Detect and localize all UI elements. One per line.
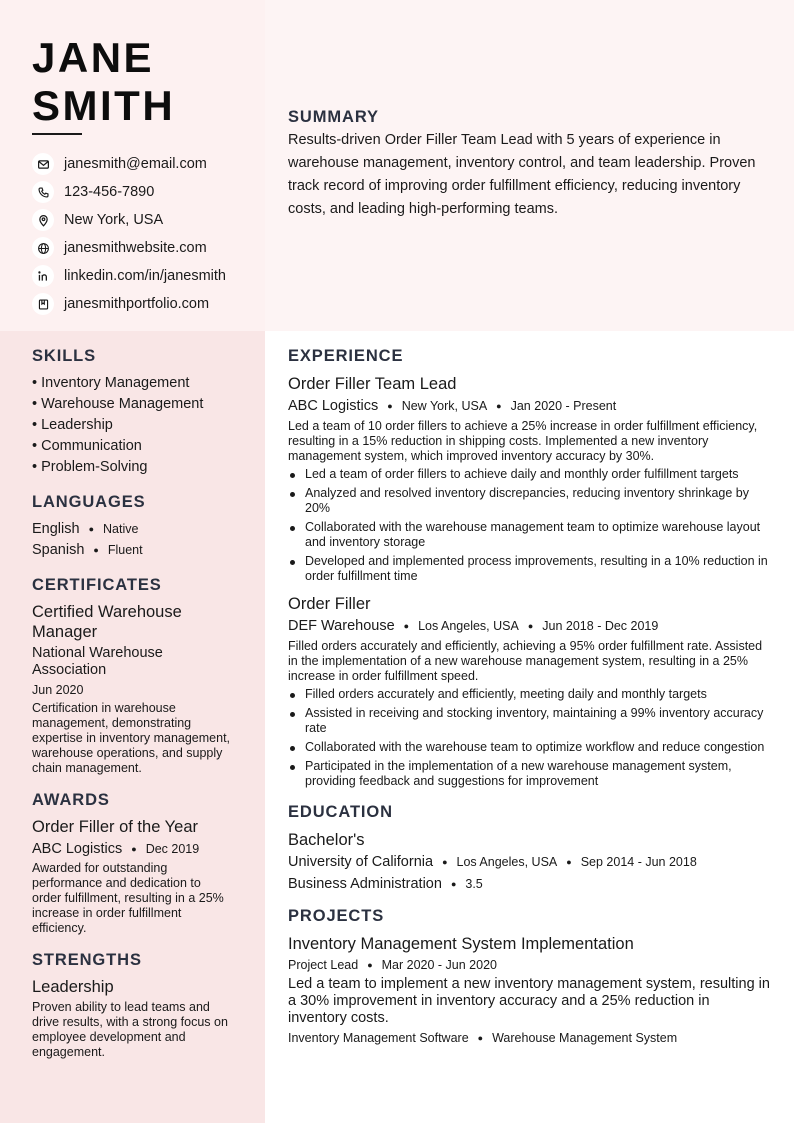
job-company: DEF Warehouse — [288, 618, 395, 634]
skill-item: • Problem-Solving — [32, 459, 148, 475]
project-tag: Inventory Management Software — [288, 1031, 469, 1045]
skill-item: • Warehouse Management — [32, 396, 204, 412]
project-name: Inventory Management System Implementation — [288, 935, 634, 953]
certificate-description: Certification in warehouse management, demonstrating expertise in inventory management, warehouse operations, and supply chain management. — [32, 701, 231, 775]
skills-section — [32, 347, 232, 478]
name-divider — [32, 133, 82, 135]
award-issuer: ABC Logistics — [32, 841, 123, 857]
phone-icon — [32, 181, 54, 203]
summary-section — [288, 108, 768, 221]
job-title: Order Filler — [288, 595, 371, 613]
awards-section — [32, 791, 232, 936]
contact-email[interactable] — [32, 150, 226, 178]
contact-location — [32, 206, 226, 234]
job-entry — [288, 594, 772, 789]
separator-dot: ● — [387, 401, 393, 411]
separator-dot: ● — [496, 401, 502, 411]
mail-icon — [32, 153, 54, 175]
job-bullet: Collaborated with the warehouse team to optimize workflow and reduce congestion — [288, 740, 772, 755]
experience-heading: EXPERIENCE — [288, 347, 404, 365]
language-item — [32, 540, 232, 561]
right-column — [288, 347, 772, 1060]
job-bullet: Filled orders accurately and efficiently, meeting daily and monthly targets — [288, 687, 772, 702]
contact-list — [32, 150, 226, 318]
name-line-last: SMITH — [32, 82, 176, 129]
skill-item: • Communication — [32, 438, 142, 454]
job-location: Los Angeles, USA — [418, 619, 519, 633]
separator-dot: ● — [93, 545, 99, 555]
strengths-heading: STRENGTHS — [32, 951, 142, 969]
projects-heading: PROJECTS — [288, 907, 385, 925]
job-bullets — [288, 467, 772, 584]
globe-icon — [32, 237, 54, 259]
education-meta — [288, 853, 772, 871]
job-bullet: Collaborated with the warehouse management team to optimize warehouse layout and inventory storage — [288, 520, 772, 550]
name-line-first: JANE — [32, 34, 155, 81]
portfolio-icon — [32, 293, 54, 315]
job-dates: Jun 2018 - Dec 2019 — [542, 619, 659, 633]
certificates-heading: CERTIFICATES — [32, 576, 162, 594]
education-dates: Sep 2014 - Jun 2018 — [580, 855, 697, 869]
language-level: Fluent — [107, 543, 143, 557]
projects-section — [288, 907, 772, 1046]
education-degree: Bachelor's — [288, 831, 365, 849]
separator-dot: ● — [566, 857, 572, 867]
contact-phone[interactable] — [32, 178, 226, 206]
job-meta — [288, 617, 772, 635]
job-bullet: Led a team of order fillers to achieve daily and monthly order fulfillment targets — [288, 467, 772, 482]
contact-linkedin[interactable] — [32, 262, 226, 290]
certificates-section — [32, 576, 232, 776]
project-description: Led a team to implement a new inventory management system, resulting in a 30% improvement in inventory accuracy and a 25% reduction in inventory costs. — [288, 976, 770, 1026]
separator-dot: ● — [450, 879, 457, 889]
contact-email-text: janesmith@email.com — [64, 156, 207, 172]
job-bullets — [288, 687, 772, 789]
award-meta — [32, 840, 232, 858]
education-heading: EDUCATION — [288, 803, 393, 821]
job-bullet: Developed and implemented process improvements, resulting in a 10% reduction in order fulfillment time — [288, 554, 772, 584]
contact-linkedin-text: linkedin.com/in/janesmith — [64, 268, 226, 284]
education-gpa: 3.5 — [465, 877, 483, 891]
language-item — [32, 519, 232, 540]
language-name: English — [32, 521, 80, 537]
award-description: Awarded for outstanding performance and dedication to order fulfillment, resulting in a 25% increase in order fulfillment efficiency. — [32, 861, 224, 935]
job-location: New York, USA — [401, 399, 488, 413]
contact-portfolio-text: janesmithportfolio.com — [64, 296, 210, 312]
strength-name: Leadership — [32, 978, 114, 996]
language-level: Native — [103, 522, 139, 536]
job-entry — [288, 374, 772, 584]
languages-heading: LANGUAGES — [32, 493, 146, 511]
job-meta — [288, 397, 772, 415]
education-school: University of California — [288, 854, 434, 870]
awards-heading: AWARDS — [32, 791, 110, 809]
job-bullet: Analyzed and resolved inventory discrepancies, reducing inventory shrinkage by 20% — [288, 486, 772, 516]
separator-dot: ● — [442, 857, 448, 867]
project-role: Project Lead — [288, 958, 359, 972]
separator-dot: ● — [88, 524, 94, 534]
summary-heading: SUMMARY — [288, 108, 379, 126]
project-dates: Mar 2020 - Jun 2020 — [381, 958, 497, 972]
job-dates: Jan 2020 - Present — [510, 399, 617, 413]
education-location: Los Angeles, USA — [456, 855, 558, 869]
skills-heading: SKILLS — [32, 347, 97, 365]
job-title: Order Filler Team Lead — [288, 375, 457, 393]
award-name: Order Filler of the Year — [32, 818, 198, 836]
certificate-issuer: National Warehouse Association — [32, 645, 163, 678]
strength-description: Proven ability to lead teams and drive results, with a strong focus on employee development and engagement. — [32, 1000, 228, 1059]
summary-text: Results-driven Order Filler Team Lead with 5 years of experience in warehouse management, inventory control, and team leadership. Proven track record of improving order fulfillment efficiency, reducing inventory costs, and leading high-performing teams. — [288, 132, 756, 217]
job-bullet: Assisted in receiving and stocking inventory, maintaining a 99% inventory accuracy rate — [288, 706, 772, 736]
job-description: Filled orders accurately and efficiently, achieving a 95% order fulfillment rate. Assisted in the implementation of a new warehouse management system, resulting in a 25% increase in order fulfillment speed. — [288, 639, 763, 683]
left-column — [32, 347, 232, 1075]
separator-dot: ● — [131, 844, 137, 854]
contact-portfolio[interactable] — [32, 290, 226, 318]
award-date: Dec 2019 — [145, 842, 200, 856]
separator-dot: ● — [477, 1033, 484, 1043]
job-description: Led a team of 10 order fillers to achieve a 25% increase in order fulfillment efficiency, resulting in a 15% reduction in shipping costs. Implemented a new inventory management system, which improved inventory accuracy by 30%. — [288, 419, 758, 463]
contact-location-text: New York, USA — [64, 212, 164, 228]
education-section — [288, 803, 772, 893]
languages-section — [32, 493, 232, 561]
job-company: ABC Logistics — [288, 398, 379, 414]
project-meta — [288, 957, 772, 973]
skill-item: • Inventory Management — [32, 375, 190, 391]
job-bullet: Participated in the implementation of a new warehouse management system, providing feedback and suggestions for improvement — [288, 759, 772, 789]
contact-phone-text: 123-456-7890 — [64, 184, 155, 200]
project-tags — [288, 1030, 772, 1046]
contact-website-text: janesmithwebsite.com — [64, 240, 207, 256]
project-tag: Warehouse Management System — [492, 1031, 678, 1045]
education-field: Business Administration — [288, 876, 442, 892]
skill-item: • Leadership — [32, 417, 113, 433]
contact-website[interactable] — [32, 234, 226, 262]
experience-section — [288, 347, 772, 789]
language-name: Spanish — [32, 542, 85, 558]
location-pin-icon — [32, 209, 54, 231]
certificate-date: Jun 2020 — [32, 683, 84, 697]
certificate-name: Certified Warehouse Manager — [32, 603, 182, 641]
candidate-name — [32, 34, 175, 130]
strengths-section — [32, 951, 232, 1060]
separator-dot: ● — [527, 621, 534, 631]
linkedin-icon — [32, 265, 54, 287]
separator-dot: ● — [403, 621, 410, 631]
separator-dot: ● — [367, 960, 373, 970]
education-field-line — [288, 875, 772, 893]
